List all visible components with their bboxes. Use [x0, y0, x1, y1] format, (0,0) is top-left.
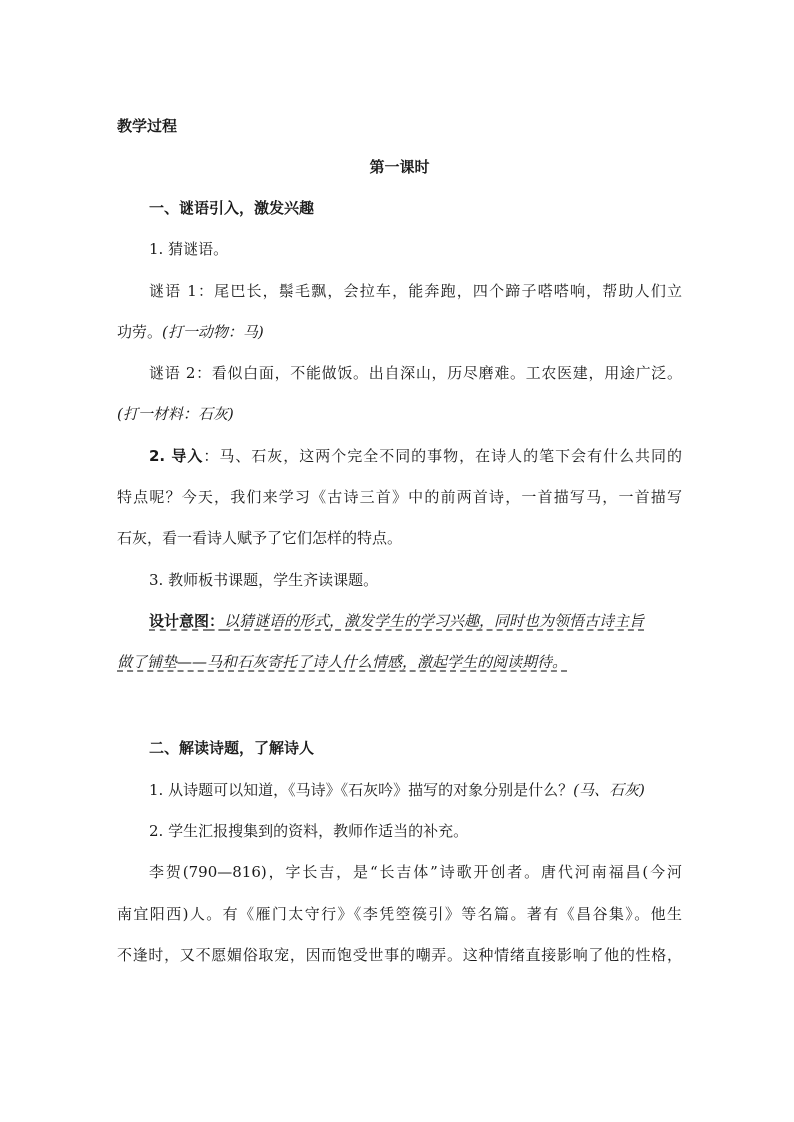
- section2-item1: [149, 780, 682, 800]
- section1-item2-line2: 特点呢？今天，我们来学习《古诗三首》中的前两首诗，一首描写马，一首描写: [117, 488, 682, 506]
- riddle1-text-end: 功劳。: [117, 323, 163, 341]
- riddle2-line1: 谜语 2：看似白面，不能做饭。出自深山，历尽磨难。工农医建，用途广泛。: [149, 364, 682, 382]
- lesson-title: 第一课时: [369, 158, 430, 176]
- section2-item2: 2. 学生汇报搜集到的资料，教师作适当的补充。: [149, 822, 469, 840]
- riddle2-answer: (打一材料：石灰): [117, 405, 234, 423]
- section1-item1: 1. 猜谜语。: [149, 240, 229, 258]
- riddle1-line1: 谜语 1：尾巴长，鬃毛飘，会拉车，能奔跑，四个蹄子嗒嗒响，帮助人们立: [149, 282, 682, 300]
- section1-item2-line3: 石灰，看一看诗人赋予了它们怎样的特点。: [117, 529, 403, 547]
- design-intent-colon: ：: [209, 612, 225, 630]
- design-intent-line2: [117, 652, 682, 672]
- design-intent-line1: [149, 611, 682, 631]
- riddle1-answer: (打一动物：马): [162, 323, 264, 341]
- section2-item1-text: 1. 从诗题可以知道，《马诗》《石灰吟》描写的对象分别是什么？: [149, 781, 574, 799]
- design-intent-label: 设计意图: [149, 612, 210, 630]
- section1-title: 一、谜语引入，激发兴趣: [149, 199, 315, 217]
- section-heading: 教学过程: [117, 117, 178, 135]
- item2-label: 2. 导入: [149, 447, 204, 465]
- bio-line2: 南宜阳西)人。有《雁门太守行》《李凭箜篌引》等名篇。著有《昌谷集》。他生: [117, 905, 682, 923]
- bio-line3: 不逢时，又不愿媚俗取宠，因而饱受世事的嘲弄。这种情绪直接影响了他的性格，: [117, 946, 682, 964]
- item2-text: ：马、石灰，这两个完全不同的事物，在诗人的笔下会有什么共同的: [203, 447, 682, 465]
- design-intent-text2: 做了铺垫——马和石灰寄托了诗人什么情感，激起学生的阅读期待。: [117, 653, 568, 671]
- section1-item3: 3. 教师板书课题，学生齐读课题。: [149, 571, 379, 589]
- bio-line1: 李贺(790—816)，字长吉，是“长吉体”诗歌开创者。唐代河南福昌(今河: [149, 863, 682, 881]
- section2-item1-answer: (马、石灰): [573, 781, 645, 799]
- design-intent-text1: 以猜谜语的形式，激发学生的学习兴趣，同时也为领悟古诗主旨: [224, 612, 645, 630]
- section1-item2-line1: [149, 446, 682, 466]
- section2-title: 二、解读诗题，了解诗人: [149, 739, 315, 757]
- riddle1-line2: [117, 322, 682, 342]
